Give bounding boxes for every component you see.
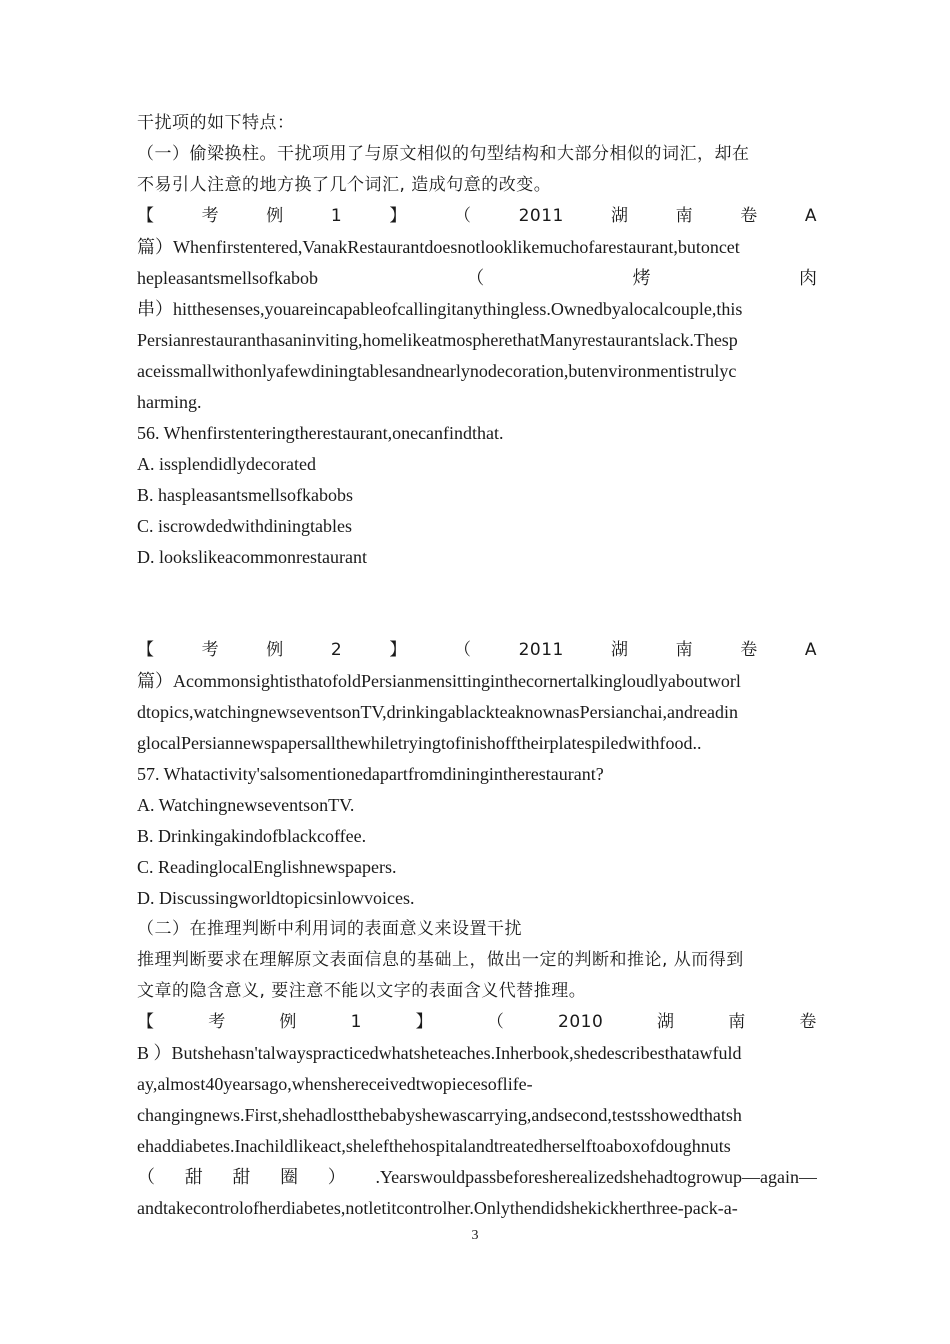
header-token: 例 (279, 1012, 297, 1032)
passage-line: 篇）AcommonsightisthatofoldPersianmensittinginthecornertalkingloudlyaboutworl (137, 671, 741, 691)
question-56: 56. Whenfirstenteringtherestaurant,onecanfindthat. (137, 423, 504, 443)
header-token: 考 (201, 206, 220, 226)
passage-line-split (137, 263, 817, 294)
header-token: 2010 (558, 1012, 604, 1032)
header-token: 卷 (799, 1012, 817, 1032)
passage-token: 甜 (232, 1167, 251, 1187)
passage-token: .Yearswouldpassbeforesherealizedshehadtogrowup—again— (375, 1167, 817, 1187)
document-body (137, 108, 817, 1224)
page-number: 3 (471, 1228, 479, 1243)
header-token: （ (453, 640, 472, 660)
header-token: A (804, 640, 817, 660)
option-c: C. iscrowdedwithdiningtables (137, 516, 352, 536)
question-57: 57. Whatactivity'salsomentionedapartfromdiningintherestaurant? (137, 764, 604, 784)
passage-token: 甜 (184, 1167, 203, 1187)
example-3-header (137, 1007, 817, 1038)
header-token: 例 (266, 640, 284, 660)
header-token: 湖 (610, 640, 629, 660)
passage-line-split (137, 1162, 817, 1193)
header-token: 卷 (740, 640, 758, 660)
passage-token: （ (466, 268, 485, 288)
option-d: D. Discussingworldtopicsinlowvoices. (137, 888, 415, 908)
header-token: 南 (728, 1012, 746, 1032)
header-token: 南 (675, 206, 694, 226)
header-token: 考 (201, 640, 220, 660)
header-token: A (804, 206, 817, 226)
section-one-heading: （一）偷梁换柱。干扰项用了与原文相似的句型结构和大部分相似的词汇，却在 (137, 144, 750, 164)
header-token: 2011 (518, 640, 564, 660)
intro-line: 干扰项的如下特点： (137, 113, 295, 133)
spacer (137, 615, 817, 635)
passage-line: changingnews.First,shehadlostthebabyshewascarrying,andsecond,testsshowedthatsh (137, 1105, 742, 1125)
header-token: 【 (137, 1012, 155, 1032)
option-b: B. haspleasantsmellsofkabobs (137, 485, 353, 505)
header-token: 卷 (740, 206, 758, 226)
section-two-heading: （二）在推理判断中利用词的表面意义来设置干扰 (137, 919, 522, 939)
passage-token: ） (327, 1167, 346, 1187)
spacer (137, 573, 817, 615)
header-token: 2011 (518, 206, 564, 226)
passage-token: 烤 (632, 268, 651, 288)
passage-line: ehaddiabetes.Inachildlikeact,shelefthehospitalandtreatedherselftoaboxofdoughnuts (137, 1136, 731, 1156)
option-a: A. WatchingnewseventsonTV. (137, 795, 355, 815)
header-token: 考 (208, 1012, 226, 1032)
header-token: 1 (350, 1012, 362, 1032)
header-token: 例 (266, 206, 284, 226)
passage-line: harming. (137, 392, 202, 412)
section-two-text: 文章的隐含意义, 要注意不能以文字的表面含义代替推理。 (137, 981, 587, 1001)
passage-line: 篇）Whenfirstentered,VanakRestaurantdoesnotlooklikemuchofarestaurant,butoncet (137, 237, 740, 257)
header-token: 2 (330, 640, 343, 660)
header-token: 】 (389, 640, 407, 660)
passage-token: （ (137, 1167, 155, 1187)
example-2-header (137, 635, 817, 666)
header-token: 】 (415, 1012, 434, 1032)
header-token: 南 (675, 640, 694, 660)
header-token: 1 (330, 206, 343, 226)
passage-line: B ）Butshehasn'talwayspracticedwhatsheteaches.Inherbook,shedescribesthatawfuld (137, 1043, 742, 1063)
passage-token: 圈 (280, 1167, 299, 1187)
header-token: 湖 (657, 1012, 675, 1032)
passage-line: glocalPersiannewspapersallthewhiletryingtofinishofftheirplatespiledwithfood.. (137, 733, 702, 753)
header-token: 【 (137, 206, 155, 226)
option-c: C. ReadinglocalEnglishnewspapers. (137, 857, 397, 877)
passage-token: 肉 (798, 268, 817, 288)
passage-line: ay,almost40yearsago,whenshereceivedtwopiecesoflife- (137, 1074, 533, 1094)
option-a: A. issplendidlydecorated (137, 454, 316, 474)
option-d: D. lookslikeacommonrestaurant (137, 547, 367, 567)
passage-line: aceissmallwithonlyafewdiningtablesandnearlynodecoration,butenvironmentistrulyc (137, 361, 737, 381)
section-one-text: 不易引人注意的地方换了几个词汇, 造成句意的改变。 (137, 175, 552, 195)
option-b: B. Drinkingakindofblackcoffee. (137, 826, 367, 846)
passage-token: hepleasantsmellsofkabob (137, 268, 318, 288)
passage-line: dtopics,watchingnewseventsonTV,drinkingablackteaknownasPersianchai,andreadin (137, 702, 738, 722)
passage-line: andtakecontrolofherdiabetes,notletitcontrolher.Onlythendidshekickherthree-pack-a- (137, 1198, 738, 1218)
header-token: 【 (137, 640, 155, 660)
header-token: （ (486, 1012, 505, 1032)
passage-line: Persianrestauranthasaninviting,homelikeatmospherethatManyrestaurantslack.Thesp (137, 330, 738, 350)
example-1-header (137, 201, 817, 232)
header-token: 】 (389, 206, 407, 226)
passage-line: 串）hitthesenses,youareincapableofcallingitanythingless.Ownedbyalocalcouple,this (137, 299, 743, 319)
header-token: 湖 (610, 206, 629, 226)
section-two-text: 推理判断要求在理解原文表面信息的基础上，做出一定的判断和推论, 从而得到 (137, 950, 744, 970)
header-token: （ (453, 206, 472, 226)
